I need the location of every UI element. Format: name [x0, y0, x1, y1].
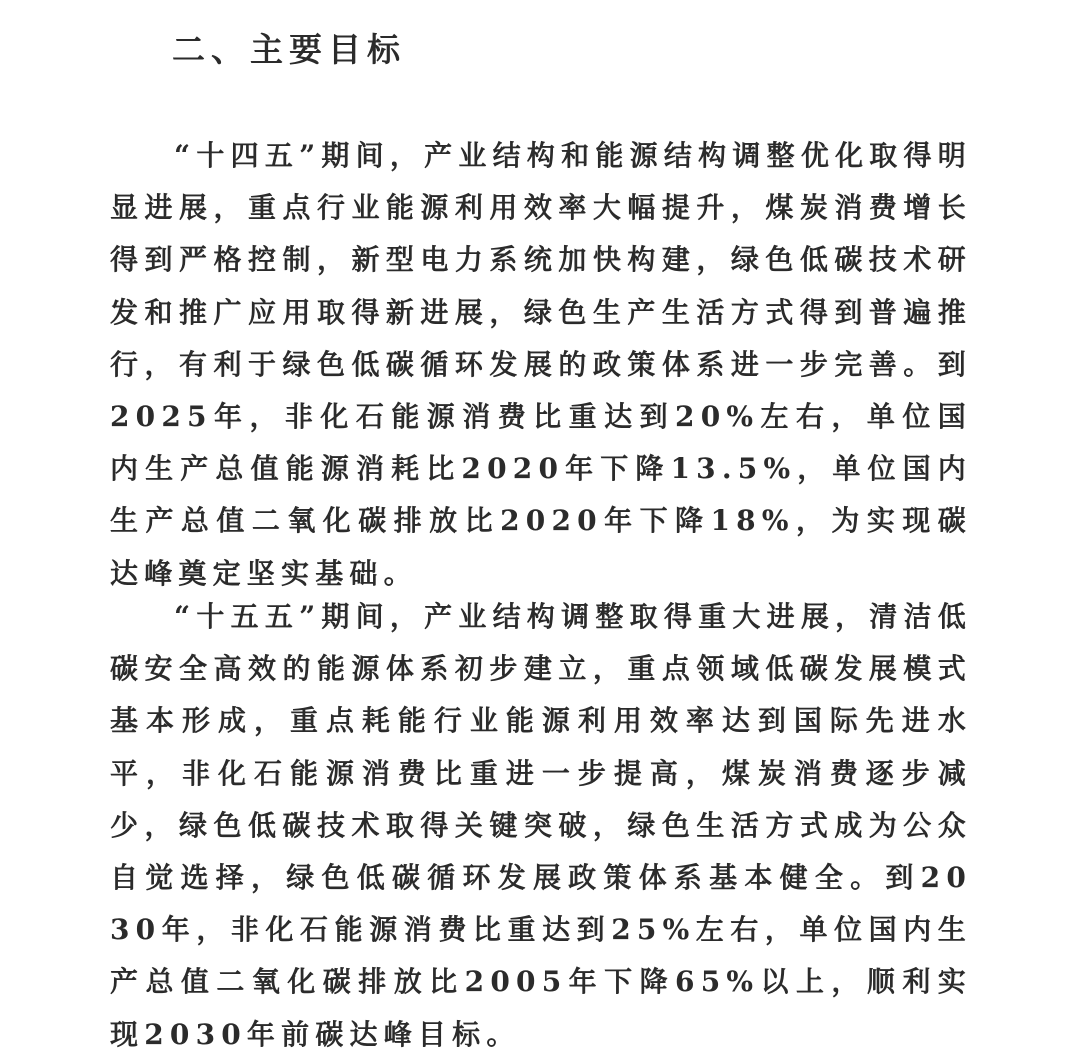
section-heading: 二、主要目标: [172, 30, 406, 69]
paragraph-15th-five-year-plan: “十五五”期间，产业结构调整取得重大进展，清洁低碳安全高效的能源体系初步建立，重点领域低碳发展模式基本形成，重点耗能行业能源利用效率达到国际先进水平，非化石能源消费比重进一步提高，煤炭消费逐步减少，绿色低碳技术取得关键突破，绿色生活方式成为公众自觉选择，绿色低碳循环发展政策体系基本健全。到2030年，非化石能源消费比重达到25%左右，单位国内生产总值二氧化碳排放比2005年下降65%以上，顺利实现2030年前碳达峰目标。: [110, 600, 972, 1051]
paragraph-14th-five-year-plan: “十四五”期间，产业结构和能源结构调整优化取得明显进展，重点行业能源利用效率大幅提升，煤炭消费增长得到严格控制，新型电力系统加快构建，绿色低碳技术研发和推广应用取得新进展，绿色生产生活方式得到普遍推行，有利于绿色低碳循环发展的政策体系进一步完善。到2025年，非化石能源消费比重达到20%左右，单位国内生产总值能源消耗比2020年下降13.5%，单位国内生产总值二氧化碳排放比2020年下降18%，为实现碳达峰奠定坚实基础。: [110, 139, 972, 590]
